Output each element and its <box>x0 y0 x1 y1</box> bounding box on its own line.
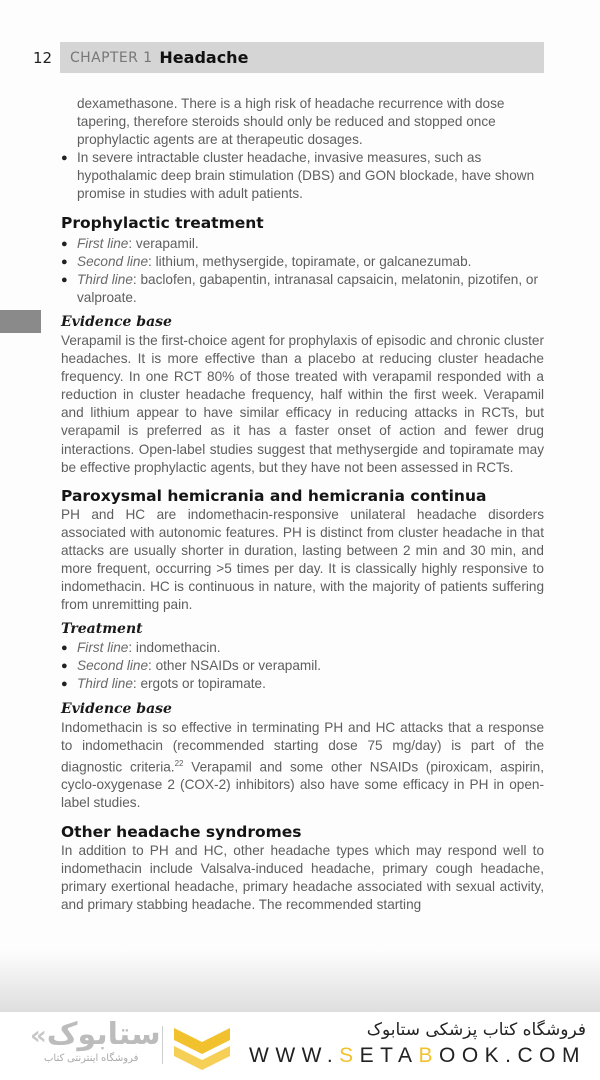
bullet-icon: ● <box>61 255 68 268</box>
page-content <box>61 95 544 914</box>
chapter-label: CHAPTER 1 <box>70 49 153 66</box>
store-url-link[interactable]: WWW.SETABOOK.COM <box>249 1044 586 1067</box>
logo-divider <box>162 1026 163 1064</box>
chevron-logo-icon <box>172 1024 232 1070</box>
list-item: ● First line: verapamil. <box>61 235 544 253</box>
setabook-logo[interactable]: «ستابوک فروشگاه اینترنتی کتاب <box>30 1017 161 1064</box>
double-chevron-icon: « <box>30 1021 47 1051</box>
bullet-icon: ● <box>61 660 68 673</box>
list-item: ● First line: indomethacin. <box>61 639 544 657</box>
logo-subtitle: فروشگاه اینترنتی کتاب <box>44 1053 139 1064</box>
list-item: ● Third line: baclofen, gabapentin, intranasal capsaicin, melatonin, pizotifen, or valproate. <box>61 271 544 307</box>
subheading-treatment: Treatment <box>61 621 143 638</box>
reference-superscript: 22 <box>174 758 184 768</box>
subheading-evidence-base: Evidence base <box>61 700 172 717</box>
other-paragraph: In addition to PH and HC, other headache types which may respond well to indomethacin include Valsalva-induced headache, primary cough headache, primary exertional headache, primary headache associated with sexual activity, and primary stabbing headache. The recommended starting <box>61 842 544 912</box>
page-number: 12 <box>33 49 53 67</box>
chapter-title: Headache <box>159 48 249 67</box>
list-item: ● Second line: lithium, methysergide, topiramate, or galcanezumab. <box>61 253 544 271</box>
intro-continuation: dexamethasone. There is a high risk of headache recurrence with dose tapering, therefore steroids should only be reduced and stopped once prophylactic agents are at therapeutic dosages. <box>77 96 505 148</box>
section-heading-prophylactic: Prophylactic treatment <box>61 213 264 232</box>
chapter-header <box>60 42 544 73</box>
bullet-icon: ● <box>61 237 68 250</box>
section-heading-hemicrania: Paroxysmal hemicrania and hemicrania continua <box>61 486 487 505</box>
evidence-paragraph: Indomethacin is so effective in terminating PH and HC attacks that a response to indomethacin (recommended starting dose 75 mg/day) is part of the diagnostic criteria.$^{22}$ Verapamil and some other NSAIDs (piroxicam, aspirin, cyclo-oxygenase 2 (COX-2) inhibitors) also have some efficacy in PH in open-label studies. <box>61 719 544 811</box>
section-heading-other: Other headache syndromes <box>61 822 302 841</box>
page-shadow <box>0 950 600 1012</box>
watermark-footer <box>0 1012 600 1080</box>
hemicrania-paragraph: PH and HC are indomethacin-responsive unilateral headache disorders associated with autonomic features. PH is distinct from cluster headache in that attacks are usually shorter in duration, lasting between 2 min and 30 min, and more frequent, occurring >5 times per day. It is classically highly responsive to indomethacin. HC is continuous in nature, with the majority of patients suffering from unremitting pain. <box>61 506 544 613</box>
store-name: فروشگاه کتاب پزشکی ستابوک <box>366 1020 586 1040</box>
bullet-icon: ● <box>61 273 68 286</box>
bullet-icon: ● <box>61 152 68 165</box>
bullet-icon: ● <box>61 642 68 655</box>
subheading-evidence-base: Evidence base <box>61 313 172 330</box>
bullet-icon: ● <box>61 678 68 691</box>
evidence-paragraph: Verapamil is the first-choice agent for prophylaxis of episodic and chronic cluster headaches. It is more effective than a placebo at reducing cluster headache frequency. In one RCT 80% of those treated with verapamil responded with a reduction in cluster headache frequency, half within the first week. Verapamil and lithium appear to have similar efficacy in reducing attacks in RCTs, but verapamil is preferred as it has a faster onset of action and fewer drug interactions. Open-label studies suggest that methysergide and topiramate may be effective prophylactic agents, but they have not been assessed in RCTs. <box>61 332 544 475</box>
list-item: ● Second line: other NSAIDs or verapamil. <box>61 657 544 675</box>
list-item: ● In severe intractable cluster headache, invasive measures, such as hypothalamic deep brain stimulation (DBS) and GON blockade, have shown promise in studies with adult patients. <box>61 149 544 203</box>
chapter-thumb-tab <box>0 310 41 333</box>
list-item: ● Third line: ergots or topiramate. <box>61 675 544 693</box>
store-info <box>249 1020 586 1068</box>
